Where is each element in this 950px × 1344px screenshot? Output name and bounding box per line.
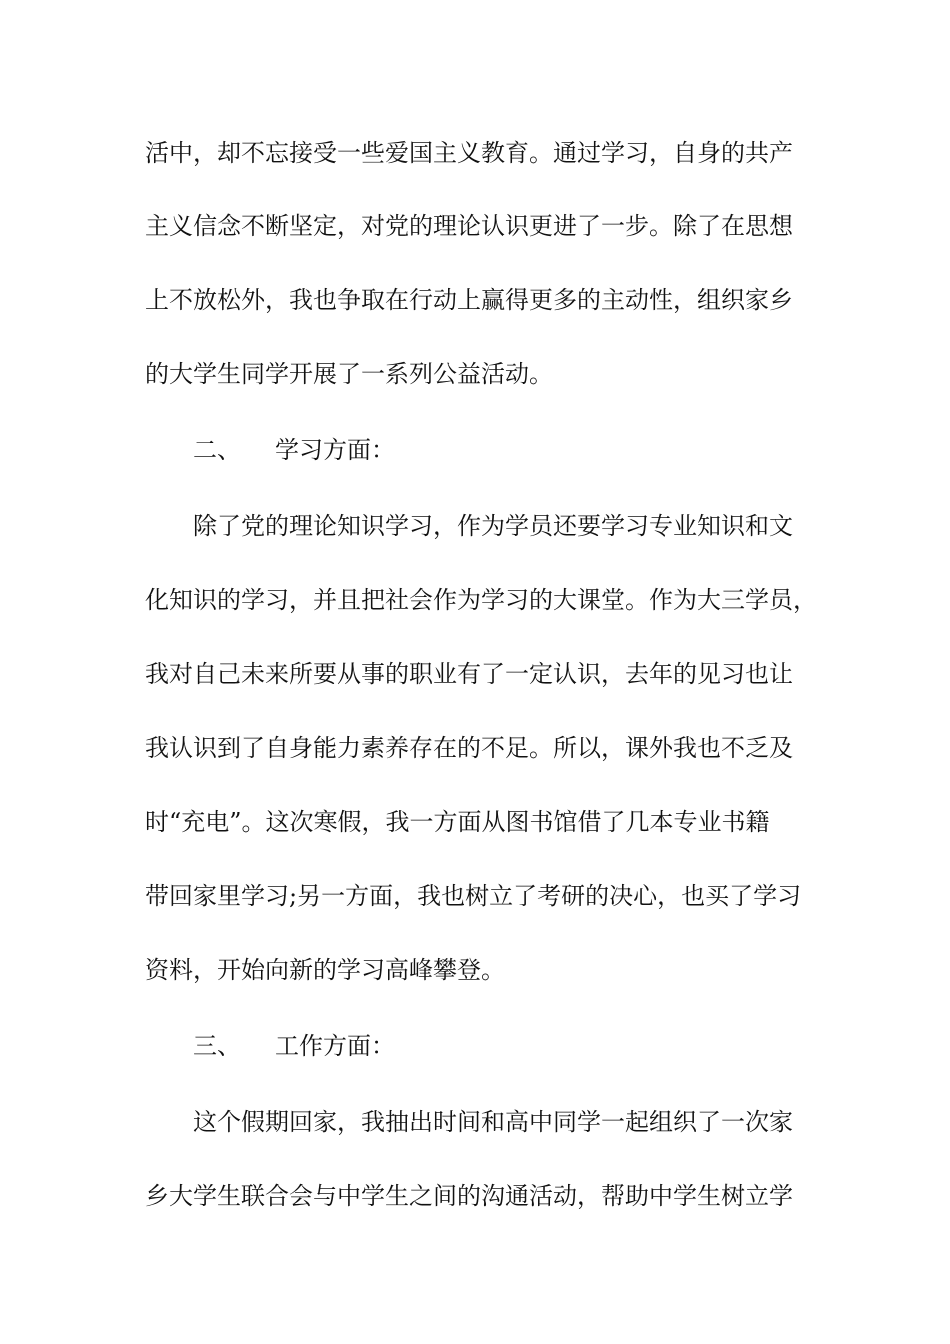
text-line: 带回家里学习;另一方面，我也树立了考研的决心，也买了学习: [145, 882, 802, 910]
text-line: 这个假期回家，我抽出时间和高中同学一起组织了一次家: [193, 1108, 793, 1136]
section-title: 工作方面：: [275, 1032, 395, 1060]
text-line: 我对自己未来所要从事的职业有了一定认识，去年的见习也让: [145, 660, 793, 688]
section-number: 二、: [193, 436, 241, 464]
text-line: 上不放松外，我也争取在行动上赢得更多的主动性，组织家乡: [145, 286, 793, 314]
text-line: 活中，却不忘接受一些爱国主义教育。通过学习，自身的共产: [145, 139, 793, 167]
text-line: 乡大学生联合会与中学生之间的沟通活动，帮助中学生树立学: [145, 1182, 793, 1210]
text-line: 资料，开始向新的学习高峰攀登。: [145, 956, 505, 984]
text-line: 主义信念不断坚定，对党的理论认识更进了一步。除了在思想: [145, 212, 793, 240]
text-line: 时“充电”。这次寒假，我一方面从图书馆借了几本专业书籍: [145, 808, 770, 836]
section-heading-work: [193, 1026, 825, 1066]
text-line: 除了党的理论知识学习，作为学员还要学习专业知识和文: [193, 512, 793, 540]
section-number: 三、: [193, 1032, 241, 1060]
text-line: 化知识的学习，并且把社会作为学习的大课堂。作为大三学员，: [145, 586, 817, 614]
text-line: 的大学生同学开展了一系列公益活动。: [145, 360, 553, 388]
section-title: 学习方面：: [275, 436, 395, 464]
section-heading-study: [193, 430, 825, 470]
text-line: 我认识到了自身能力素养存在的不足。所以，课外我也不乏及: [145, 734, 793, 762]
